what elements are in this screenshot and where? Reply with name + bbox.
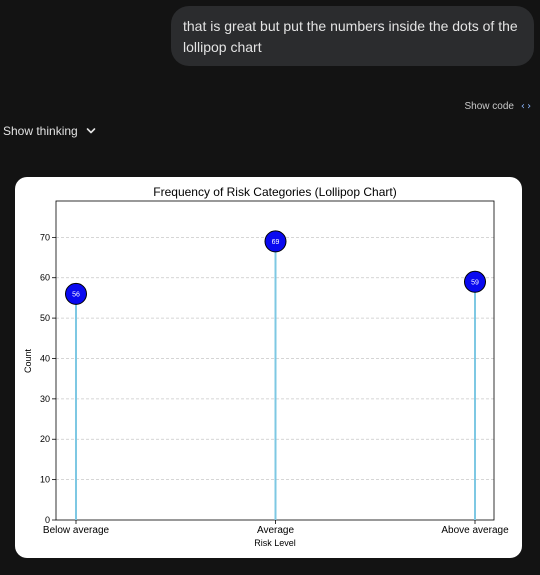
show-thinking-toggle[interactable]	[3, 124, 96, 138]
y-tick-label: 70	[39, 232, 50, 243]
y-tick-label: 60	[39, 272, 50, 283]
data-label: 69	[271, 238, 280, 246]
x-axis-ticks	[43, 520, 509, 536]
code-brackets-icon: ‹›	[519, 101, 532, 112]
x-axis-label: Risk Level	[254, 538, 296, 548]
show-thinking-label: Show thinking	[3, 124, 78, 138]
y-tick-label: 10	[39, 474, 50, 485]
lollipop-marks	[66, 231, 486, 520]
chart-title: Frequency of Risk Categories (Lollipop Chart)	[153, 185, 397, 199]
y-tick-label: 40	[39, 353, 50, 364]
user-message-bubble	[171, 6, 534, 66]
y-axis-ticks	[40, 232, 56, 525]
y-tick-label: 0	[44, 515, 50, 525]
y-tick-label: 20	[39, 434, 50, 445]
user-message-text: that is great but put the numbers inside the dots of the lollipop chart	[183, 18, 518, 55]
chart-card	[15, 177, 522, 558]
y-axis-label: Count	[23, 348, 33, 374]
lollipop-chart	[15, 177, 522, 558]
x-tick-label: Below average	[42, 525, 110, 536]
x-tick-label: Average	[256, 525, 295, 536]
y-tick-label: 30	[39, 393, 50, 404]
show-code-label: Show code	[464, 101, 514, 112]
data-label: 59	[471, 279, 479, 287]
x-tick-label: Above average	[441, 525, 509, 536]
y-tick-label: 50	[39, 313, 50, 324]
show-code-button[interactable]	[464, 101, 532, 112]
chevron-down-icon	[86, 126, 96, 136]
data-label: 56	[72, 291, 80, 299]
